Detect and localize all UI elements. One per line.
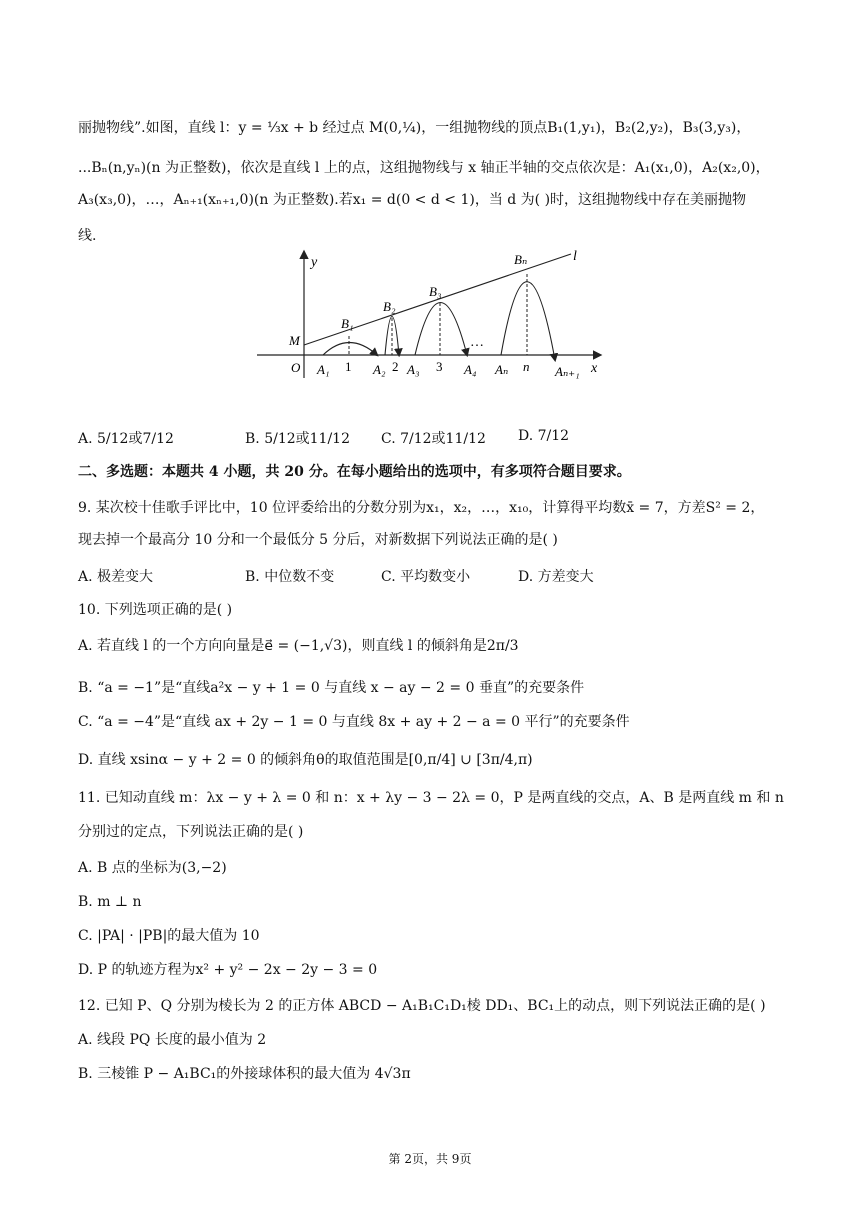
parabola-figure bbox=[255, 248, 605, 388]
problem11-line1: 11. 已知动直线 m：λx − y + λ = 0 和 n：x + λy − 3 − 2λ = 0，P 是两直线的交点，A、B 是两直线 m 和 n bbox=[78, 790, 784, 806]
problem10-stem: 10. 下列选项正确的是( ) bbox=[78, 602, 233, 618]
label-A1: A₁ bbox=[317, 362, 330, 377]
label-B1: B₁ bbox=[341, 316, 354, 331]
label-y: y bbox=[311, 255, 318, 270]
label-Bn: Bₙ bbox=[514, 252, 528, 267]
section2-heading: 二、多选题：本题共 4 小题，共 20 分。在每小题给出的选项中，有多项符合题目要求。 bbox=[78, 464, 631, 480]
label-3: 3 bbox=[436, 359, 443, 374]
label-l: l bbox=[573, 249, 577, 264]
problem9-line2: 现去掉一个最高分 10 分和一个最低分 5 分后，对新数据下列说法正确的是( ) bbox=[78, 532, 558, 548]
problem12-line1: 12. 已知 P、Q 分别为棱长为 2 的正方体 ABCD − A₁B₁C₁D₁棱 DD₁、BC₁上的动点，则下列说法正确的是( ) bbox=[78, 998, 766, 1014]
problem8-line4: 线. bbox=[78, 228, 97, 244]
label-A4: A₄ bbox=[464, 362, 477, 377]
label-O: O bbox=[291, 360, 301, 375]
problem12-option-b[interactable]: B. 三棱锥 P − A₁BC₁的外接球体积的最大值为 4√3π bbox=[78, 1066, 411, 1082]
problem10-option-a[interactable]: A. 若直线 l 的一个方向向量是e⃗ = (−1,√3)，则直线 l 的倾斜角是2π/3 bbox=[78, 638, 519, 654]
label-1: 1 bbox=[345, 359, 352, 374]
label-An: Aₙ bbox=[495, 362, 509, 377]
problem9-line1: 9. 某次校十佳歌手评比中，10 位评委给出的分数分别为x₁，x₂，…，x₁₀，计算得平均数x̄ = 7，方差S² = 2， bbox=[78, 500, 765, 516]
label-A3: A₃ bbox=[407, 362, 420, 377]
label-2: 2 bbox=[392, 359, 399, 374]
problem9-option-d[interactable]: D. 方差变大 bbox=[518, 569, 594, 585]
problem8-option-b[interactable]: B. 5/12或11/12 bbox=[245, 431, 350, 447]
problem12-option-a[interactable]: A. 线段 PQ 长度的最小值为 2 bbox=[78, 1032, 267, 1048]
problem8-line1: 丽抛物线”.如图，直线 l：y = ⅓x + b 经过点 M(0,¼)，一组抛物线的顶点B₁(1,y₁)，B₂(2,y₂)，B₃(3,y₃)， bbox=[78, 120, 751, 136]
label-dots: … bbox=[470, 335, 484, 350]
label-n: n bbox=[523, 359, 530, 374]
problem8-option-d[interactable]: D. 7/12 bbox=[518, 428, 570, 444]
problem9-option-c[interactable]: C. 平均数变小 bbox=[381, 569, 471, 585]
problem11-option-a[interactable]: A. B 点的坐标为(3,−2) bbox=[78, 860, 227, 876]
problem10-option-d[interactable]: D. 直线 xsinα − y + 2 = 0 的倾斜角θ的取值范围是[0,π/4] ∪ [3π/4,π) bbox=[78, 752, 533, 768]
problem8-line3: A₃(x₃,0)，…，Aₙ₊₁(xₙ₊₁,0)(n 为正整数).若x₁ = d(0 < d < 1)，当 d 为( )时，这组抛物线中存在美丽抛物 bbox=[78, 192, 747, 208]
problem9-option-a[interactable]: A. 极差变大 bbox=[78, 569, 154, 585]
problem9-option-b[interactable]: B. 中位数不变 bbox=[245, 569, 335, 585]
parabola-3 bbox=[415, 303, 467, 356]
parabola-1 bbox=[323, 343, 377, 356]
problem8-option-c[interactable]: C. 7/12或11/12 bbox=[381, 431, 486, 447]
label-M: M bbox=[289, 333, 300, 348]
problem10-option-c[interactable]: C. “a = −4”是“直线 ax + 2y − 1 = 0 与直线 8x + ay + 2 − a = 0 平行”的充要条件 bbox=[78, 714, 630, 730]
parabola-n bbox=[501, 282, 555, 360]
problem8-option-a[interactable]: A. 5/12或7/12 bbox=[78, 431, 174, 447]
label-A2: A₂ bbox=[373, 362, 386, 377]
line-l bbox=[304, 254, 571, 345]
problem8-line2: ...Bₙ(n,yₙ)(n 为正整数)，依次是直线 l 上的点，这组抛物线与 x 轴正半轴的交点依次是：A₁(x₁,0)，A₂(x₂,0)， bbox=[78, 160, 770, 176]
problem10-option-b[interactable]: B. “a = −1”是“直线a²x − y + 1 = 0 与直线 x − ay − 2 = 0 垂直”的充要条件 bbox=[78, 680, 585, 696]
problem11-option-c[interactable]: C. |PA| · |PB|的最大值为 10 bbox=[78, 928, 260, 944]
problem11-option-b[interactable]: B. m ⊥ n bbox=[78, 894, 142, 910]
label-An1: Aₙ₊₁ bbox=[555, 364, 580, 379]
problem11-line2: 分别过的定点，下列说法正确的是( ) bbox=[78, 824, 304, 840]
label-x: x bbox=[591, 361, 598, 376]
label-B3: B₃ bbox=[429, 284, 442, 299]
label-B2: B₂ bbox=[383, 299, 396, 314]
page-footer: 第 2页，共 9页 bbox=[388, 1152, 472, 1166]
problem11-option-d[interactable]: D. P 的轨迹方程为x² + y² − 2x − 2y − 3 = 0 bbox=[78, 962, 378, 978]
